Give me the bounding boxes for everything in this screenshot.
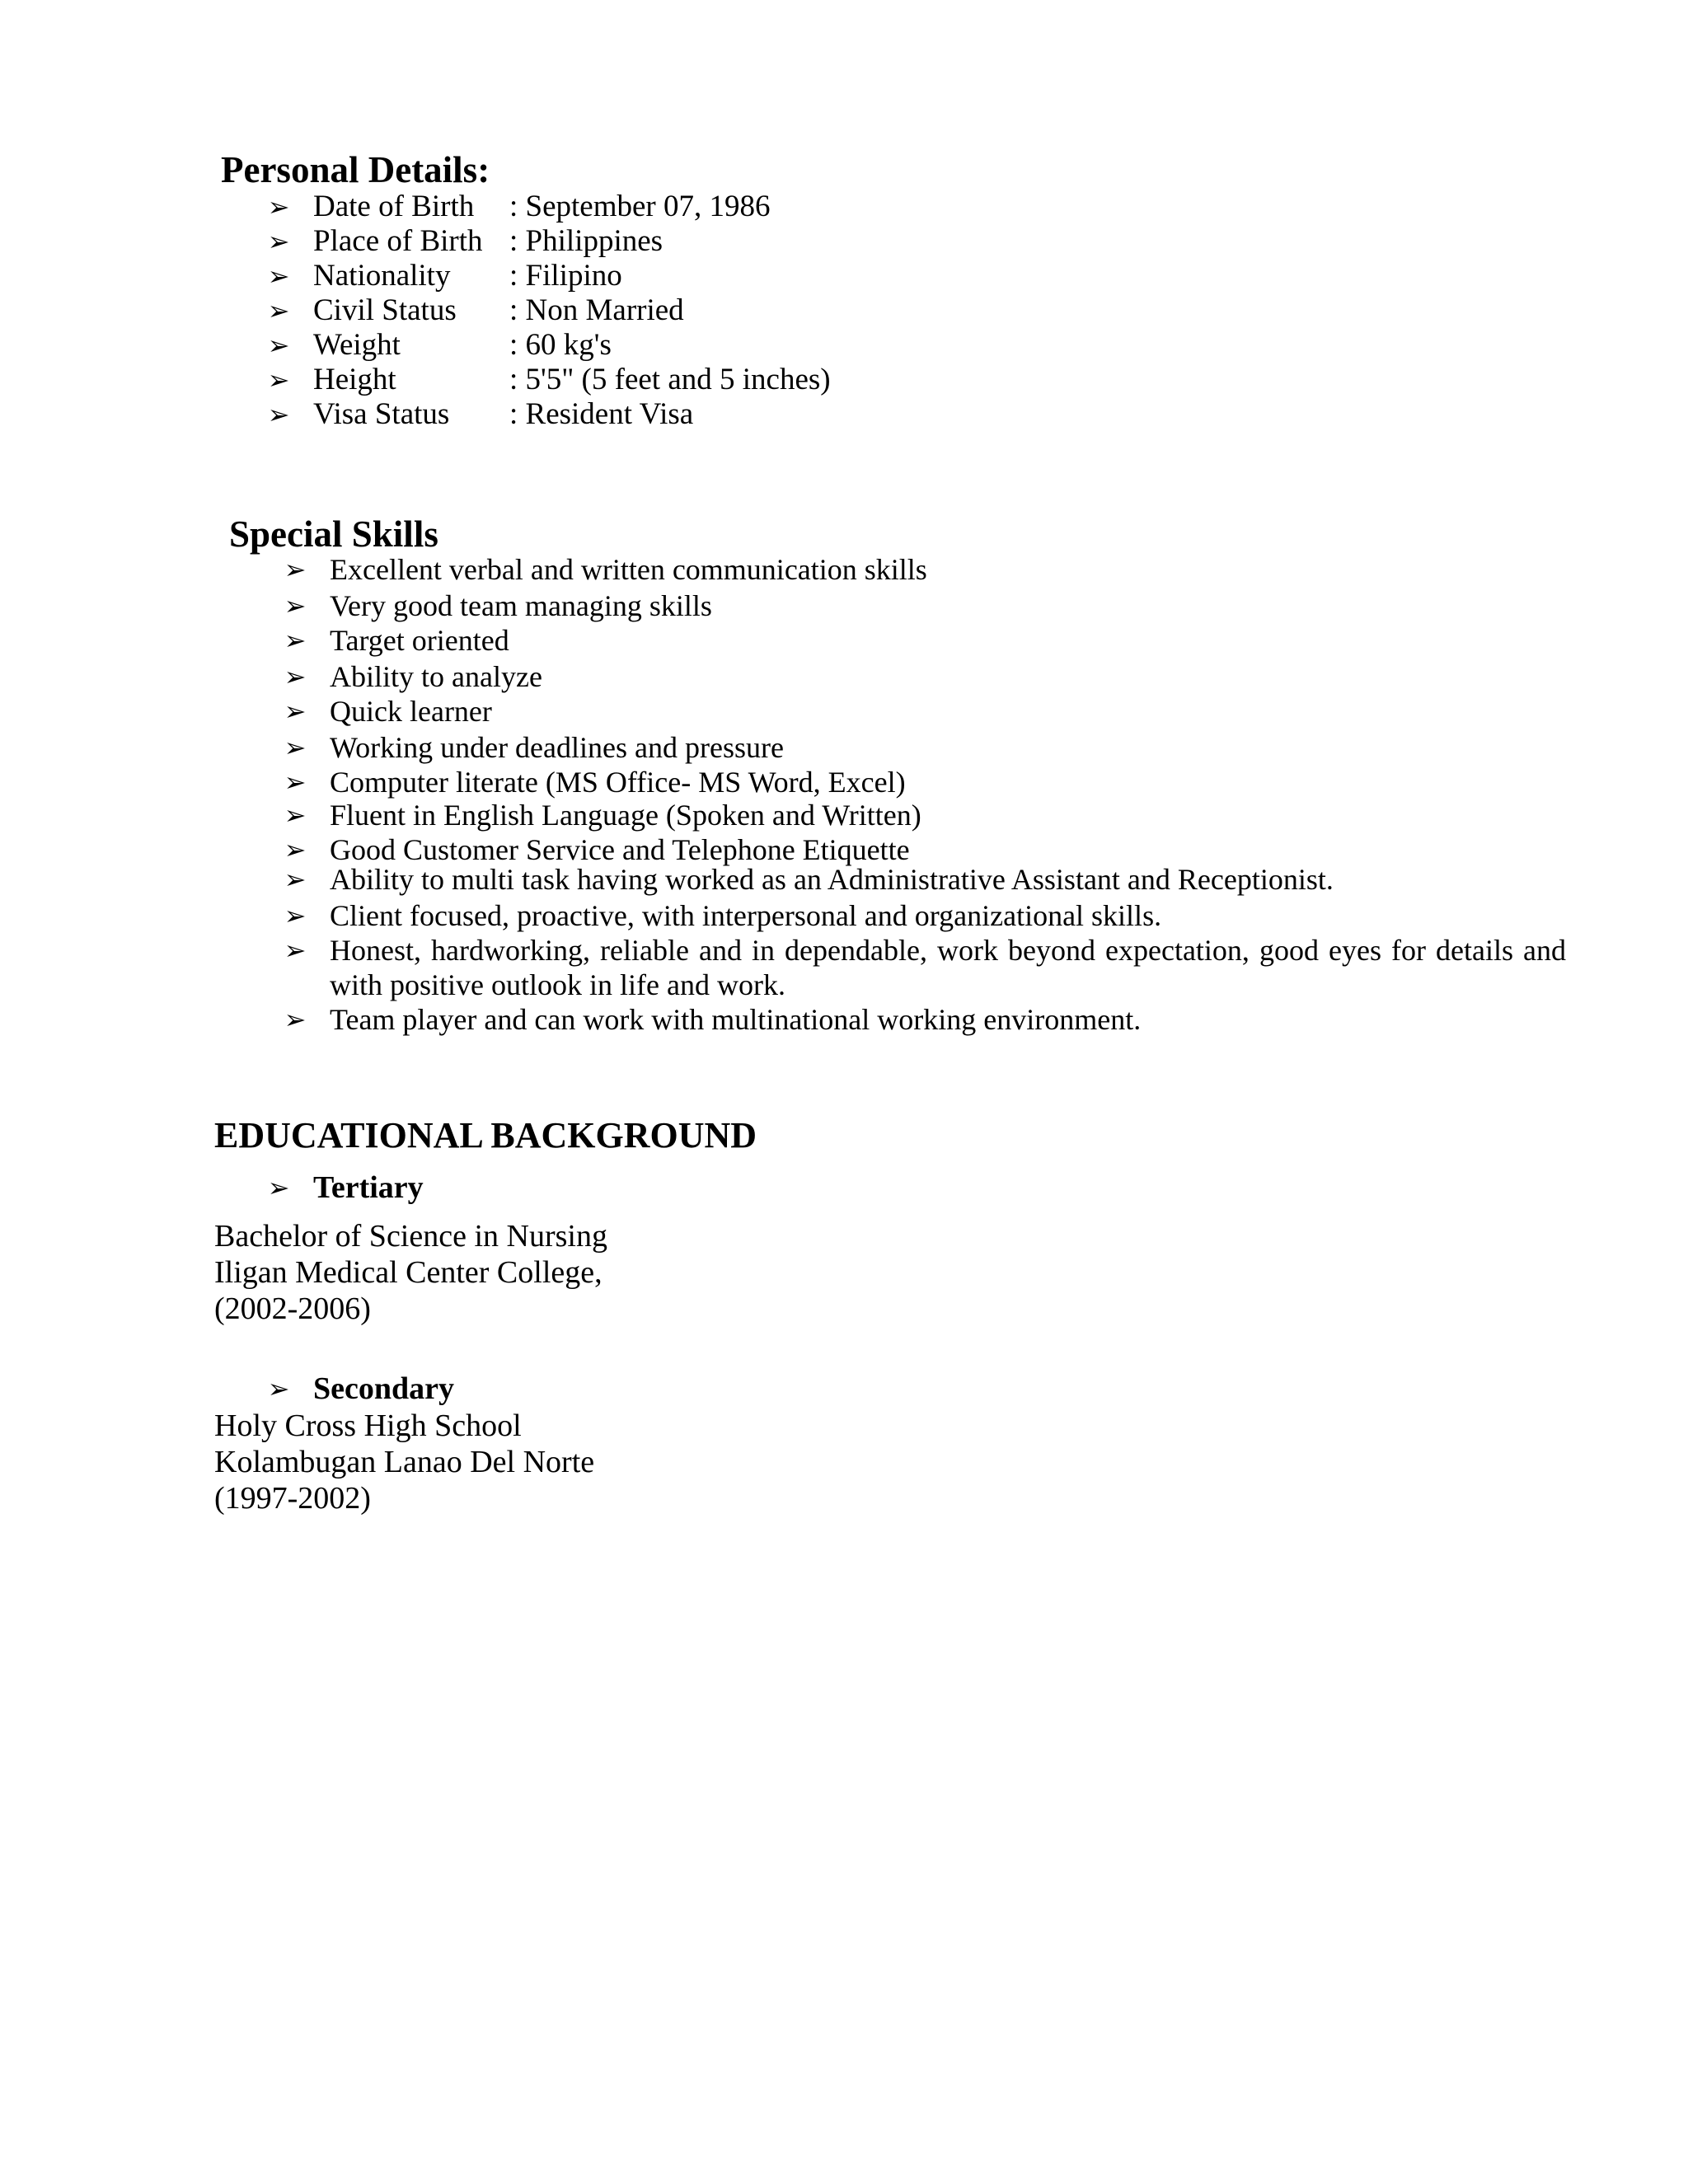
- skill-text: Ability to analyze: [330, 660, 542, 693]
- education-line: Iligan Medical Center College,: [214, 1255, 603, 1290]
- education-level-label: Secondary: [313, 1371, 454, 1406]
- arrow-bullet-icon: ➢: [267, 227, 290, 256]
- arrow-bullet-icon: ➢: [284, 1005, 307, 1034]
- detail-value: : Resident Visa: [509, 397, 694, 431]
- education-line: Kolambugan Lanao Del Norte: [214, 1445, 595, 1479]
- arrow-bullet-icon: ➢: [267, 1173, 290, 1202]
- detail-value: : Non Married: [509, 293, 684, 327]
- arrow-bullet-icon: ➢: [267, 365, 290, 395]
- arrow-bullet-icon: ➢: [284, 767, 307, 797]
- detail-value: : Filipino: [509, 259, 622, 293]
- arrow-bullet-icon: ➢: [267, 330, 290, 360]
- skill-text: Computer literate (MS Office- MS Word, Excel): [330, 766, 906, 799]
- skill-text: Target oriented: [330, 624, 509, 657]
- detail-row-civil-status: [0, 293, 989, 328]
- arrow-bullet-icon: ➢: [267, 296, 290, 326]
- arrow-bullet-icon: ➢: [284, 733, 307, 762]
- detail-label: Height: [313, 363, 396, 396]
- arrow-bullet-icon: ➢: [284, 696, 307, 726]
- arrow-bullet-icon: ➢: [284, 935, 307, 965]
- detail-label: Civil Status: [313, 293, 457, 327]
- skill-text: Good Customer Service and Telephone Etiquette: [330, 833, 910, 866]
- detail-row-date-of-birth: [0, 190, 989, 224]
- education-line: (2002-2006): [214, 1291, 371, 1326]
- detail-label: Date of Birth: [313, 190, 475, 223]
- detail-row-nationality: [0, 259, 989, 293]
- arrow-bullet-icon: ➢: [284, 662, 307, 691]
- skill-text: Client focused, proactive, with interpersonal and organizational skills.: [330, 899, 1162, 932]
- arrow-bullet-icon: ➢: [284, 591, 307, 621]
- arrow-bullet-icon: ➢: [284, 800, 307, 830]
- arrow-bullet-icon: ➢: [267, 400, 290, 429]
- arrow-bullet-icon: ➢: [284, 626, 307, 655]
- personal-details-heading: Personal Details:: [221, 149, 490, 190]
- skill-text: Ability to multi task having worked as an Administrative Assistant and Receptionist.: [330, 863, 1334, 896]
- skill-text: Working under deadlines and pressure: [330, 731, 784, 764]
- detail-row-height: [0, 363, 989, 397]
- arrow-bullet-icon: ➢: [284, 555, 307, 584]
- detail-value: : Philippines: [509, 224, 663, 258]
- detail-value: : 60 kg's: [509, 328, 612, 362]
- education-tertiary-header: [0, 1170, 742, 1205]
- skill-text: Quick learner: [330, 695, 492, 728]
- detail-label: Place of Birth: [313, 224, 483, 258]
- skill-text: Very good team managing skills: [330, 589, 712, 622]
- detail-row-visa-status: [0, 397, 989, 432]
- arrow-bullet-icon: ➢: [267, 192, 290, 222]
- detail-label: Visa Status: [313, 397, 450, 431]
- detail-value: : September 07, 1986: [509, 190, 771, 223]
- education-level-label: Tertiary: [313, 1170, 424, 1205]
- arrow-bullet-icon: ➢: [284, 835, 307, 865]
- skill-text: Team player and can work with multinational working environment.: [330, 1003, 1142, 1036]
- skill-text: Honest, hardworking, reliable and in dependable, work beyond expectation, good eyes for details and with positive outlook in life and work.: [330, 934, 1566, 1001]
- education-line: (1997-2002): [214, 1481, 371, 1516]
- arrow-bullet-icon: ➢: [267, 1374, 290, 1404]
- education-line: Holy Cross High School: [214, 1408, 522, 1443]
- detail-row-weight: [0, 328, 989, 363]
- skill-text: Excellent verbal and written communication skills: [330, 553, 927, 586]
- arrow-bullet-icon: ➢: [284, 865, 307, 894]
- education-heading: EDUCATIONAL BACKGROUND: [214, 1115, 757, 1155]
- detail-row-place-of-birth: [0, 224, 989, 259]
- detail-label: Weight: [313, 328, 401, 362]
- detail-value: : 5'5" (5 feet and 5 inches): [509, 363, 831, 396]
- detail-label: Nationality: [313, 259, 451, 293]
- arrow-bullet-icon: ➢: [284, 901, 307, 930]
- education-secondary-header: [0, 1371, 742, 1406]
- arrow-bullet-icon: ➢: [267, 261, 290, 291]
- education-line: Bachelor of Science in Nursing: [214, 1219, 607, 1254]
- skill-text: Fluent in English Language (Spoken and Written): [330, 799, 921, 832]
- special-skills-heading: Special Skills: [229, 513, 438, 555]
